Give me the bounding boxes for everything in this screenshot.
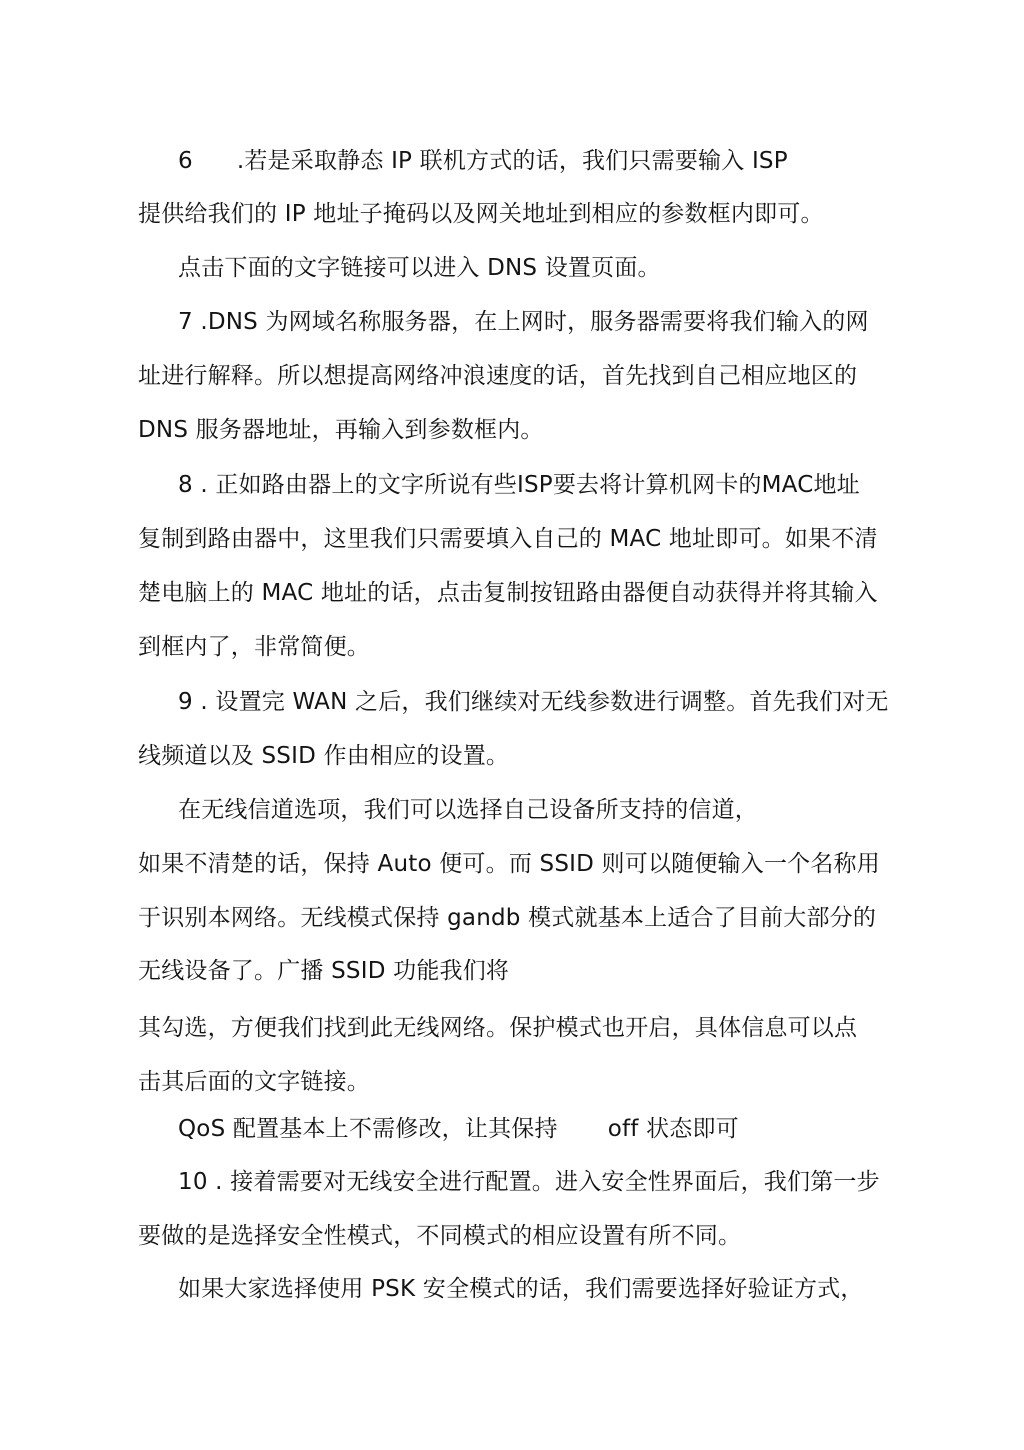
paragraph-7-line-2: 址进行解释。所以想提高网络冲浪速度的话，首先找到自己相应地区的 (138, 363, 858, 389)
psk-paragraph-line-1: 如果大家选择使用 PSK 安全模式的话，我们需要选择好验证方式， (178, 1276, 864, 1302)
paragraph-10-line-2: 要做的是选择安全性模式，不同模式的相应设置有所不同。 (138, 1223, 742, 1249)
channel-paragraph-line-3: 于识别本网络。无线模式保持 gandb 模式就基本上适合了目前大部分的 (138, 905, 877, 931)
paragraph-10-line-1: 10 . 接着需要对无线安全进行配置。进入安全性界面后，我们第一步 (178, 1169, 880, 1195)
item-number: 6 (178, 148, 193, 174)
paragraph-9-line-2: 线频道以及 SSID 作由相应的设置。 (138, 743, 510, 769)
paragraph-8-line-1: 8 . 正如路由器上的文字所说有些ISP要去将计算机网卡的MAC地址 (178, 472, 860, 498)
dns-link-line: 点击下面的文字链接可以进入 DNS 设置页面。 (178, 255, 661, 281)
qos-text-end: off 状态即可 (607, 1116, 739, 1142)
paragraph-8-line-3: 楚电脑上的 MAC 地址的话，点击复制按钮路由器便自动获得并将其输入 (138, 580, 878, 606)
paragraph-7-line-1: 7 .DNS 为网域名称服务器，在上网时，服务器需要将我们输入的网 (178, 309, 869, 335)
channel-paragraph-line-2: 如果不清楚的话，保持 Auto 便可。而 SSID 则可以随便输入一个名称用 (138, 851, 880, 877)
channel-paragraph-line-4: 无线设备了。广播 SSID 功能我们将 (138, 958, 510, 984)
qos-line (178, 1114, 739, 1144)
paragraph-8-line-2: 复制到路由器中，这里我们只需要填入自己的 MAC 地址即可。如果不清 (138, 526, 878, 552)
channel-paragraph-line-5: 其勾选，方便我们找到此无线网络。保护模式也开启，具体信息可以点 (138, 1015, 858, 1041)
channel-paragraph-line-1: 在无线信道选项，我们可以选择自己设备所支持的信道， (178, 797, 758, 823)
paragraph-7-line-3: DNS 服务器地址，再输入到参数框内。 (138, 417, 544, 443)
paragraph-6-line-1 (178, 146, 788, 176)
item-text: .若是采取静态 IP 联机方式的话，我们只需要输入 ISP (236, 148, 788, 174)
channel-paragraph-line-6: 击其后面的文字链接。 (138, 1069, 370, 1095)
paragraph-6-line-2: 提供给我们的 IP 地址子掩码以及网关地址到相应的参数框内即可。 (138, 201, 824, 227)
paragraph-9-line-1: 9 . 设置完 WAN 之后，我们继续对无线参数进行调整。首先我们对无 (178, 689, 889, 715)
paragraph-8-line-4: 到框内了，非常简便。 (138, 634, 370, 660)
qos-text-start: QoS 配置基本上不需修改，让其保持 (178, 1116, 558, 1142)
